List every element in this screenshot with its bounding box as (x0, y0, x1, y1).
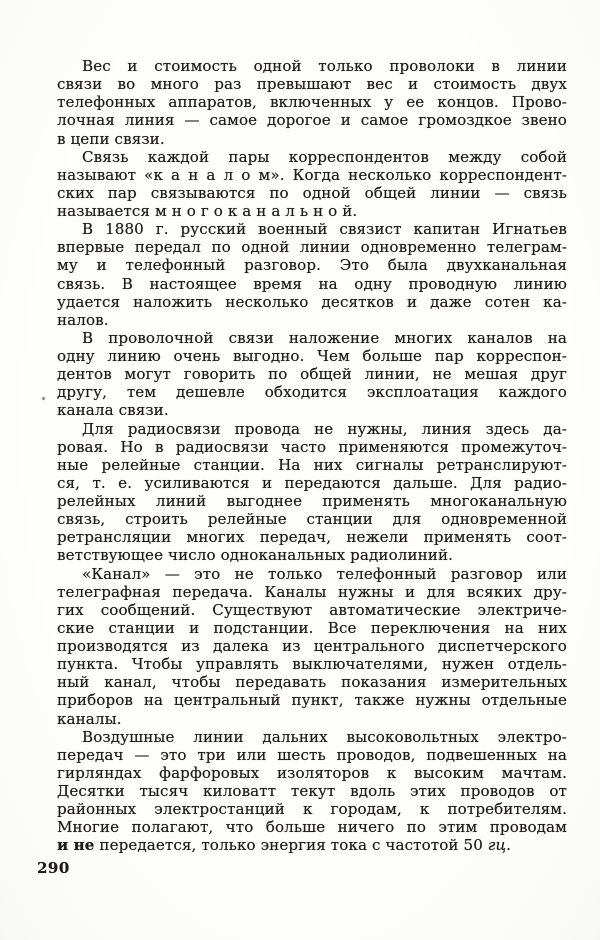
text-line: налов. (57, 310, 109, 329)
text-line: связь, строить релейные станции для одновременной (57, 510, 567, 529)
text-line: гих сообщений. Существуют автоматические электриче- (57, 600, 567, 619)
paragraph (57, 329, 567, 420)
text-line: приборов на центральный пункт, также нужны отдельные (57, 691, 567, 710)
text-line: Для радиосвязи провода не нужны, линия здесь да- (82, 419, 567, 438)
text-segment: . (506, 836, 512, 855)
text-line: Связь каждой пары корреспондентов между собой (82, 147, 567, 166)
ink-speck (42, 397, 45, 400)
text-line: Вес и стоимость одной только проволоки в линии (82, 57, 567, 75)
text-segment-italic: гц (487, 836, 507, 855)
page-number: 290 (37, 859, 70, 877)
text-line: называют «к а н а л о м». Когда несколько корреспондент- (57, 165, 567, 184)
text-line: дентов могут говорить по общей линии, не мешая друг (57, 365, 567, 384)
text-line: Десятки тысяч киловатт текут вдоль этих проводов от (57, 782, 567, 800)
text-line (57, 836, 567, 854)
text-line: ся, т. е. усиливаются и передаются дальше. Для радио- (57, 473, 567, 492)
text-line: ских пар связываются по одной общей линии — связь (57, 183, 567, 202)
text-line: в цепи связи. (57, 129, 165, 148)
text-line: одну линию очень выгодно. Чем больше пар корреспон- (57, 347, 567, 365)
text-line: телеграфная передача. Каналы нужны и для всяких дру- (57, 582, 567, 601)
text-line: удается наложить несколько десятков и даже сотен ка- (57, 292, 567, 311)
text-line: В 1880 г. русский военный связист капитан Игнатьев (82, 220, 567, 239)
text-line: лочная линия — самое дорогое и самое громоздкое звено (57, 111, 567, 130)
text-line: впервые передал по одной линии одновременно телеграм- (57, 238, 567, 257)
text-line: каналы. (57, 709, 122, 728)
paragraph (57, 565, 567, 728)
text-line: гирляндах фарфоровых изоляторов к высоким мачтам. (57, 763, 567, 782)
text-line: ные релейные станции. На них сигналы ретранслируют- (57, 455, 567, 474)
text-line: передач — это три или шесть проводов, подвешенных на (57, 745, 567, 764)
text-line: ретрансляции многих передач, нежели применять соот- (57, 528, 567, 547)
paragraph (57, 57, 567, 148)
text-line: ровая. Но в радиосвязи часто применяются промежуточ- (57, 437, 567, 456)
text-line: му и телефонный разговор. Это была двухканальная (57, 256, 567, 275)
paragraph (57, 728, 567, 855)
text-segment: передается, только энергия тока с частотой 50 (94, 836, 488, 855)
text-line: пункта. Чтобы управлять выключателями, нужен отдель- (57, 655, 567, 674)
text-line: В проволочной связи наложение многих каналов на (82, 328, 567, 347)
text-line: ские станции и подстанции. Все переключения на них (57, 618, 567, 637)
text-line: районных электростанций к городам, к потребителям. (57, 800, 567, 819)
text-line: называется м н о г о к а н а л ь н о й. (57, 202, 358, 220)
paragraph (57, 220, 567, 329)
text-line: Воздушные линии дальних высоковольтных электро- (82, 727, 567, 746)
text-line: производятся из далека из центрального диспетчерского (57, 637, 567, 655)
text-line: ветствующее число одноканальных радиолиний. (57, 546, 454, 565)
text-block (57, 57, 567, 855)
text-segment: и не (57, 836, 95, 855)
paragraph (57, 420, 567, 565)
text-line: другу, тем дешевле обходится эксплоатация каждого (57, 383, 567, 402)
text-line: связи во много раз превышают вес и стоимость двух (57, 75, 567, 94)
text-line: Многие полагают, что больше ничего по этим проводам (57, 818, 567, 837)
text-line: телефонных аппаратов, включенных у ее концов. Прово- (57, 93, 567, 112)
text-line: «Канал» — это не только телефонный разговор или (82, 564, 567, 583)
text-line: ный канал, чтобы передавать показания измерительных (57, 673, 567, 692)
paragraph (57, 148, 567, 221)
text-line: канала связи. (57, 401, 169, 420)
text-line: связь. В настоящее время на одну проводную линию (57, 274, 567, 293)
text-line: релейных линий выгоднее применять многоканальную (57, 492, 567, 510)
